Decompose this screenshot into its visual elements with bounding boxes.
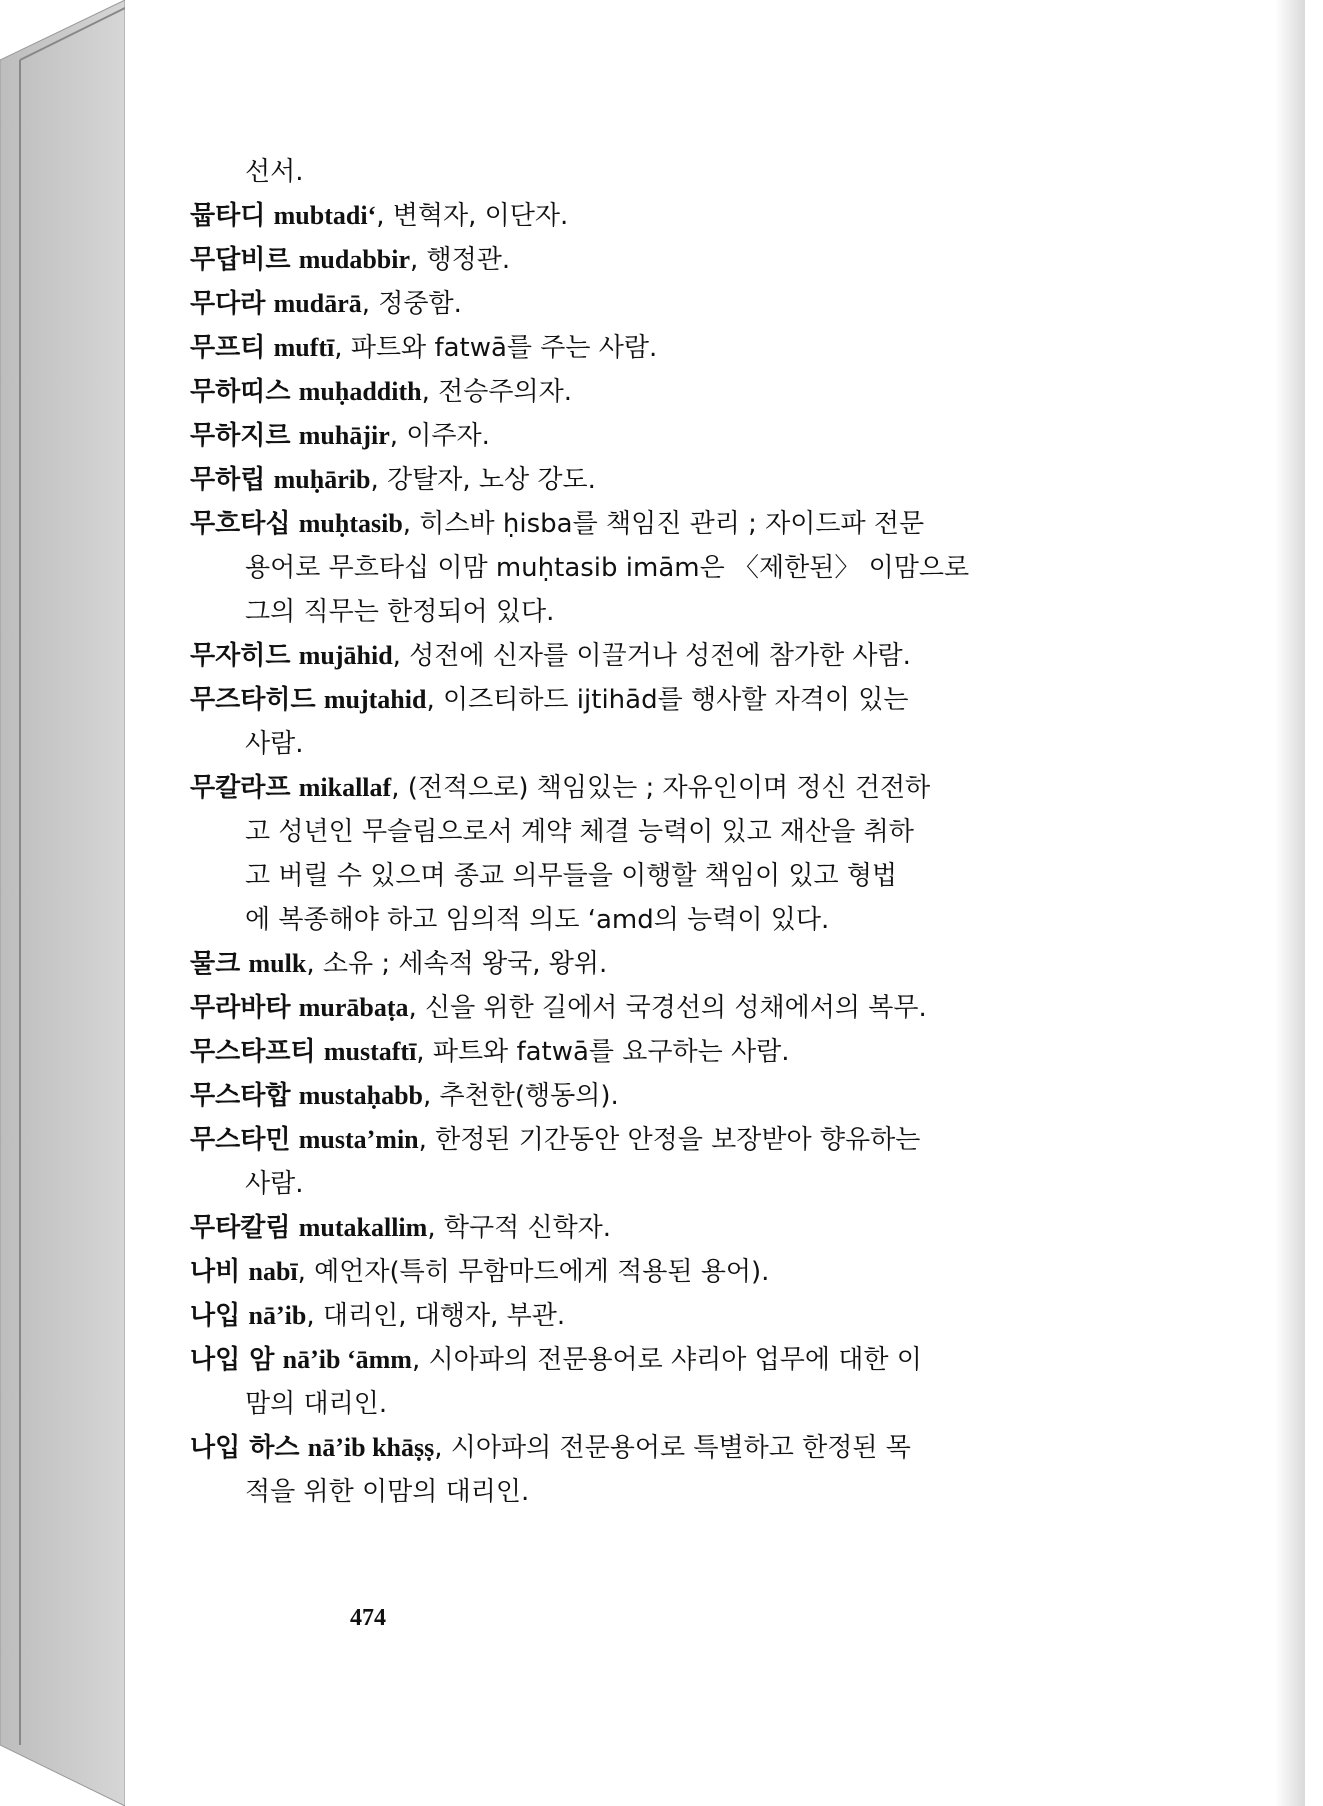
entry-headword-korean: 무스타민 bbox=[190, 1125, 291, 1155]
entry-headword-romanized: nā’ib khāṣṣ bbox=[307, 1433, 435, 1462]
entry-continuation-line bbox=[190, 810, 1170, 854]
entry-continuation-line bbox=[190, 854, 1170, 898]
entry-headword-romanized: nā’ib ‘āmm bbox=[282, 1345, 412, 1374]
entry-headword-korean: 무칼라프 bbox=[190, 773, 291, 803]
entry-definition-text: , 정중함. bbox=[361, 289, 462, 319]
entry-definition-text: , 신을 위한 길에서 국경선의 성채에서의 복무. bbox=[408, 993, 927, 1023]
entry-definition-text: , 소유 ; 세속적 왕국, 왕위. bbox=[306, 949, 608, 979]
entry-definition-text: , 시아파의 전문용어로 특별하고 한정된 목 bbox=[434, 1433, 911, 1463]
glossary-entry-line bbox=[190, 1338, 1170, 1382]
entry-definition-text: , 이주자. bbox=[389, 421, 490, 451]
entry-definition-text: , 시아파의 전문용어로 샤리아 업무에 대한 이 bbox=[411, 1345, 922, 1375]
entry-continuation-line bbox=[190, 1382, 1170, 1426]
entry-continuation-line bbox=[190, 1470, 1170, 1514]
entry-continuation-line bbox=[190, 546, 1170, 590]
entry-headword-romanized: mujtahid bbox=[323, 685, 427, 714]
entry-headword-korean: 무즈타히드 bbox=[190, 685, 316, 715]
entry-headword-korean: 무하띠스 bbox=[190, 377, 291, 407]
entry-definition-text: , 성전에 신자를 이끌거나 성전에 참가한 사람. bbox=[392, 641, 911, 671]
glossary-entry-line bbox=[190, 1074, 1170, 1118]
entry-definition-text: 고 성년인 무슬림으로서 계약 체결 능력이 있고 재산을 취하 bbox=[245, 817, 914, 847]
entry-definition-text: 선서. bbox=[245, 157, 304, 187]
glossary-entry-line bbox=[190, 634, 1170, 678]
entry-headword-romanized: mutakallim bbox=[298, 1213, 428, 1242]
glossary-entry-line bbox=[190, 282, 1170, 326]
entry-headword-romanized: mudabbir bbox=[298, 245, 410, 274]
entry-definition-text: , 파트와 fatwā를 주는 사람. bbox=[334, 333, 658, 363]
entry-continuation-line bbox=[190, 590, 1170, 634]
entry-definition-text: , 강탈자, 노상 강도. bbox=[370, 465, 596, 495]
glossary-entry-line bbox=[190, 326, 1170, 370]
entry-definition-text: 용어로 무흐타십 이맘 muḥtasib imām은 〈제한된〉 이맘으로 bbox=[245, 553, 970, 583]
glossary-text-block bbox=[190, 150, 1170, 1514]
entry-definition-text: , 대리인, 대행자, 부관. bbox=[306, 1301, 566, 1331]
entry-headword-korean: 물크 bbox=[190, 949, 241, 979]
entry-headword-romanized: mujāhid bbox=[298, 641, 393, 670]
page-number: 474 bbox=[350, 1605, 386, 1631]
glossary-entry-line bbox=[190, 458, 1170, 502]
entry-continuation-line bbox=[190, 898, 1170, 942]
glossary-entry-line bbox=[190, 986, 1170, 1030]
entry-headword-korean: 무스타프티 bbox=[190, 1037, 316, 1067]
glossary-entry-line bbox=[190, 194, 1170, 238]
entry-headword-romanized: muḥaddith bbox=[298, 377, 422, 406]
entry-headword-romanized: musta’min bbox=[298, 1125, 419, 1154]
entry-headword-romanized: mudārā bbox=[273, 289, 362, 318]
entry-continuation-line bbox=[190, 150, 1170, 194]
glossary-entry-line bbox=[190, 370, 1170, 414]
entry-headword-korean: 나비 bbox=[190, 1257, 241, 1287]
entry-headword-romanized: mustaḥabb bbox=[298, 1081, 424, 1110]
entry-headword-korean: 나입 암 bbox=[190, 1345, 275, 1375]
entry-definition-text: , 히스바 ḥisba를 책임진 관리 ; 자이드파 전문 bbox=[402, 509, 925, 539]
entry-headword-korean: 나입 bbox=[190, 1301, 241, 1331]
glossary-entry-line bbox=[190, 414, 1170, 458]
entry-definition-text: , 파트와 fatwā를 요구하는 사람. bbox=[416, 1037, 790, 1067]
entry-headword-romanized: nabī bbox=[248, 1257, 298, 1286]
entry-definition-text: 맘의 대리인. bbox=[245, 1389, 388, 1419]
entry-definition-text: 고 버릴 수 있으며 종교 의무들을 이행할 책임이 있고 형법 bbox=[245, 861, 898, 891]
entry-headword-korean: 뭅타디 bbox=[190, 201, 266, 231]
entry-headword-korean: 무다라 bbox=[190, 289, 266, 319]
entry-headword-korean: 무흐타십 bbox=[190, 509, 291, 539]
entry-headword-romanized: mubtadi‘ bbox=[273, 201, 377, 230]
entry-definition-text: , 학구적 신학자. bbox=[427, 1213, 612, 1243]
entry-headword-romanized: mikallaf bbox=[298, 773, 392, 802]
glossary-entry-line bbox=[190, 678, 1170, 722]
entry-definition-text: , 한정된 기간동안 안정을 보장받아 향유하는 bbox=[418, 1125, 921, 1155]
entry-headword-korean: 나입 하스 bbox=[190, 1433, 300, 1463]
entry-definition-text: 에 복종해야 하고 임의적 의도 ‘amd의 능력이 있다. bbox=[245, 905, 830, 935]
entry-headword-romanized: muhājir bbox=[298, 421, 390, 450]
entry-continuation-line bbox=[190, 722, 1170, 766]
entry-definition-text: 사람. bbox=[245, 1169, 304, 1199]
entry-headword-korean: 무프티 bbox=[190, 333, 266, 363]
entry-headword-korean: 무자히드 bbox=[190, 641, 291, 671]
entry-definition-text: , 이즈티하드 ijtihād를 행사할 자격이 있는 bbox=[426, 685, 909, 715]
entry-headword-korean: 무스타합 bbox=[190, 1081, 291, 1111]
glossary-entry-line bbox=[190, 1294, 1170, 1338]
entry-headword-korean: 무하지르 bbox=[190, 421, 291, 451]
entry-definition-text: , 추천한(행동의). bbox=[423, 1081, 619, 1111]
glossary-entry-line bbox=[190, 1250, 1170, 1294]
entry-headword-romanized: muftī bbox=[273, 333, 335, 362]
entry-headword-korean: 무라바타 bbox=[190, 993, 291, 1023]
entry-definition-text: 적을 위한 이맘의 대리인. bbox=[245, 1477, 530, 1507]
page-edge-shadow bbox=[1275, 0, 1305, 1806]
entry-definition-text: 그의 직무는 한정되어 있다. bbox=[245, 597, 555, 627]
glossary-entry-line bbox=[190, 766, 1170, 810]
entry-continuation-line bbox=[190, 1162, 1170, 1206]
glossary-entry-line bbox=[190, 1426, 1170, 1470]
entry-headword-korean: 무답비르 bbox=[190, 245, 291, 275]
entry-definition-text: , 행정관. bbox=[410, 245, 511, 275]
entry-headword-romanized: muḥtasib bbox=[298, 509, 403, 538]
glossary-entry-line bbox=[190, 238, 1170, 282]
entry-headword-korean: 무하립 bbox=[190, 465, 266, 495]
entry-definition-text: , 예언자(특히 무함마드에게 적용된 용어). bbox=[297, 1257, 770, 1287]
entry-definition-text: 사람. bbox=[245, 729, 304, 759]
entry-headword-romanized: muḥārib bbox=[273, 465, 371, 494]
glossary-entry-line bbox=[190, 1118, 1170, 1162]
entry-definition-text: , (전적으로) 책임있는 ; 자유인이며 정신 건전하 bbox=[391, 773, 931, 803]
glossary-entry-line bbox=[190, 502, 1170, 546]
glossary-entry-line bbox=[190, 1030, 1170, 1074]
entry-headword-romanized: nā’ib bbox=[248, 1301, 307, 1330]
entry-definition-text: , 변혁자, 이단자. bbox=[376, 201, 569, 231]
entry-definition-text: , 전승주의자. bbox=[421, 377, 572, 407]
entry-headword-romanized: mulk bbox=[248, 949, 307, 978]
entry-headword-korean: 무타칼림 bbox=[190, 1213, 291, 1243]
glossary-entry-line bbox=[190, 1206, 1170, 1250]
entry-headword-romanized: mustaftī bbox=[323, 1037, 417, 1066]
entry-headword-romanized: murābaṭa bbox=[298, 993, 409, 1022]
glossary-entry-line bbox=[190, 942, 1170, 986]
